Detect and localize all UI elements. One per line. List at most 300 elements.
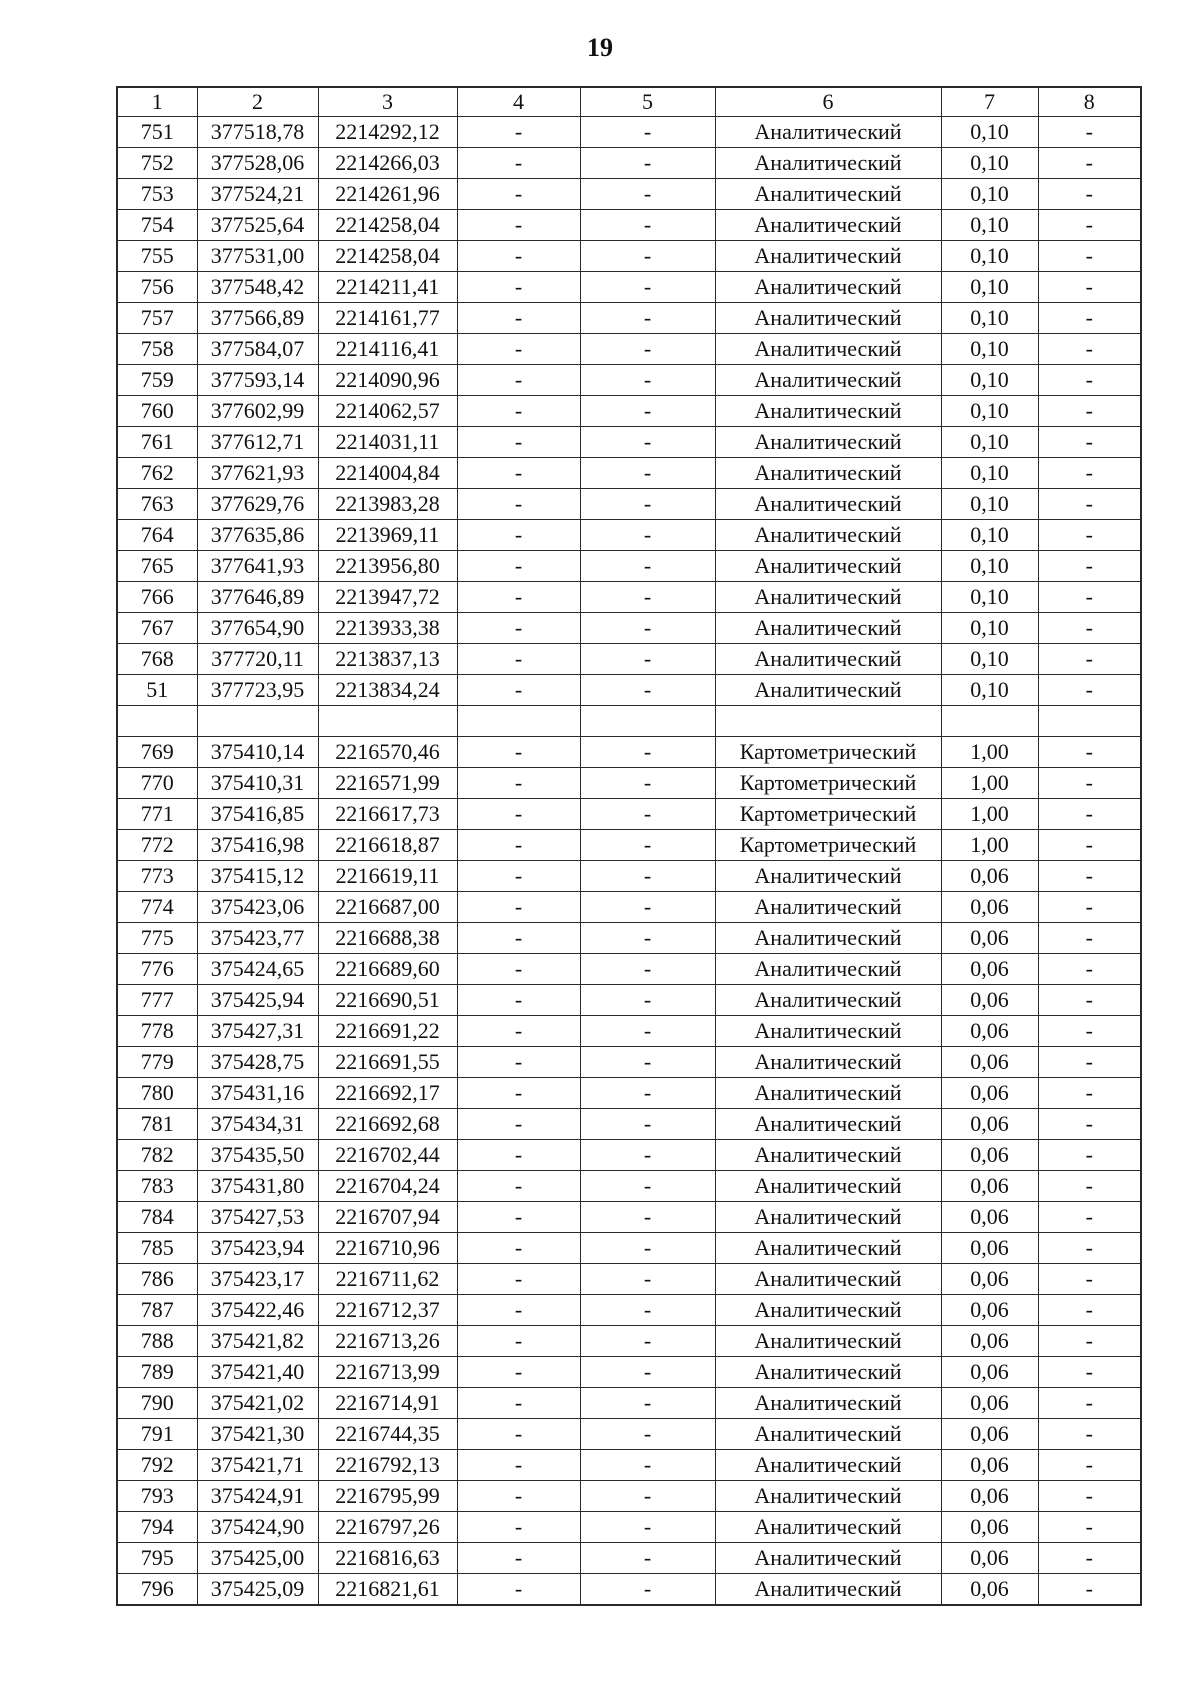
table-cell: - (457, 985, 580, 1016)
table-cell: Аналитический (715, 117, 941, 148)
table-cell: Аналитический (715, 1419, 941, 1450)
table-cell: 0,06 (941, 1295, 1038, 1326)
table-cell: 0,10 (941, 148, 1038, 179)
table-cell: 787 (117, 1295, 197, 1326)
table-cell: 2216691,22 (318, 1016, 457, 1047)
table-cell: - (580, 1295, 715, 1326)
table-cell: 0,10 (941, 272, 1038, 303)
table-row (117, 1016, 1141, 1047)
table-cell: 2216714,91 (318, 1388, 457, 1419)
table-cell: - (1038, 644, 1141, 675)
table-cell: - (580, 985, 715, 1016)
table-cell: 2216744,35 (318, 1419, 457, 1450)
table-cell: 2216797,26 (318, 1512, 457, 1543)
table-cell: Аналитический (715, 396, 941, 427)
table-cell: Аналитический (715, 1512, 941, 1543)
table-row (117, 1512, 1141, 1543)
table-cell: Картометрический (715, 799, 941, 830)
table-cell: 2214266,03 (318, 148, 457, 179)
table-cell: 377621,93 (197, 458, 318, 489)
table-cell: - (580, 241, 715, 272)
table-row (117, 179, 1141, 210)
table-cell: - (580, 1388, 715, 1419)
table-cell: Картометрический (715, 737, 941, 768)
table-cell: 375424,90 (197, 1512, 318, 1543)
table-cell: Картометрический (715, 768, 941, 799)
table-cell: Аналитический (715, 1264, 941, 1295)
table-cell: 758 (117, 334, 197, 365)
table-cell: - (1038, 1574, 1141, 1606)
table-cell (457, 706, 580, 737)
table-cell: 768 (117, 644, 197, 675)
table-row (117, 1543, 1141, 1574)
table-cell: 377584,07 (197, 334, 318, 365)
table-cell: 2214090,96 (318, 365, 457, 396)
table-cell: - (457, 1326, 580, 1357)
table-cell: Аналитический (715, 1233, 941, 1264)
table-cell: 0,06 (941, 1171, 1038, 1202)
table-cell: - (580, 1264, 715, 1295)
table-cell: - (457, 117, 580, 148)
table-cell: - (457, 1140, 580, 1171)
table-cell: 375416,85 (197, 799, 318, 830)
column-header: 4 (457, 87, 580, 117)
table-cell: - (1038, 923, 1141, 954)
table-cell: - (580, 210, 715, 241)
table-cell: - (1038, 1326, 1141, 1357)
table-row (117, 458, 1141, 489)
table-cell: 0,10 (941, 334, 1038, 365)
table-cell: - (1038, 1140, 1141, 1171)
table-cell: - (1038, 551, 1141, 582)
table-cell: 375421,82 (197, 1326, 318, 1357)
table-cell: Аналитический (715, 489, 941, 520)
table-cell: 790 (117, 1388, 197, 1419)
table-cell: 754 (117, 210, 197, 241)
table-cell: Аналитический (715, 210, 941, 241)
table-cell: 0,06 (941, 923, 1038, 954)
table-cell: - (1038, 582, 1141, 613)
table-cell: 782 (117, 1140, 197, 1171)
table-cell: 793 (117, 1481, 197, 1512)
table-cell: - (457, 1543, 580, 1574)
table-cell: 0,10 (941, 241, 1038, 272)
table-cell: - (1038, 830, 1141, 861)
table-cell: - (457, 1264, 580, 1295)
table-row (117, 1357, 1141, 1388)
table-row (117, 520, 1141, 551)
table-cell: 2213837,13 (318, 644, 457, 675)
table-cell: 0,06 (941, 1450, 1038, 1481)
table-row (117, 892, 1141, 923)
table-cell: 751 (117, 117, 197, 148)
table-cell: Аналитический (715, 303, 941, 334)
table-cell: 375410,14 (197, 737, 318, 768)
table-cell: - (457, 892, 580, 923)
table-cell: Аналитический (715, 1171, 941, 1202)
table-cell: 2216618,87 (318, 830, 457, 861)
table-cell: 375421,40 (197, 1357, 318, 1388)
table-cell: Аналитический (715, 148, 941, 179)
table-row (117, 272, 1141, 303)
table-cell: - (457, 675, 580, 706)
table-cell: Аналитический (715, 1109, 941, 1140)
table-cell (715, 706, 941, 737)
table-cell: 0,10 (941, 396, 1038, 427)
table-cell: 2214062,57 (318, 396, 457, 427)
table-cell: 2216689,60 (318, 954, 457, 985)
table-cell: 2216702,44 (318, 1140, 457, 1171)
table-cell: - (1038, 613, 1141, 644)
table-cell: - (457, 1574, 580, 1606)
table-cell: - (1038, 1047, 1141, 1078)
table-cell: 2213969,11 (318, 520, 457, 551)
table-cell: - (457, 1512, 580, 1543)
table-cell: - (457, 427, 580, 458)
table-cell: Аналитический (715, 1078, 941, 1109)
table-cell: - (580, 1078, 715, 1109)
table-cell: Аналитический (715, 1574, 941, 1606)
table-cell: 2216713,26 (318, 1326, 457, 1357)
table-cell: 0,06 (941, 892, 1038, 923)
table-cell: 752 (117, 148, 197, 179)
table-cell: - (580, 427, 715, 458)
table-cell: 375422,46 (197, 1295, 318, 1326)
table-cell: - (1038, 892, 1141, 923)
table-row (117, 830, 1141, 861)
table-row (117, 427, 1141, 458)
table-row (117, 644, 1141, 675)
table-cell: - (457, 458, 580, 489)
table-row (117, 303, 1141, 334)
table-cell: - (1038, 861, 1141, 892)
table-cell: 1,00 (941, 768, 1038, 799)
table-cell: - (1038, 1388, 1141, 1419)
table-cell: - (580, 303, 715, 334)
table-row (117, 923, 1141, 954)
table-cell: - (457, 551, 580, 582)
table-cell: 784 (117, 1202, 197, 1233)
table-row (117, 737, 1141, 768)
table-cell: 769 (117, 737, 197, 768)
table-cell: 375421,71 (197, 1450, 318, 1481)
table-cell: 2213834,24 (318, 675, 457, 706)
table-cell: - (1038, 1357, 1141, 1388)
table-cell: 375424,91 (197, 1481, 318, 1512)
page-number: 19 (587, 33, 613, 62)
table-cell: - (457, 1357, 580, 1388)
table-cell: - (1038, 737, 1141, 768)
table-cell: 0,10 (941, 520, 1038, 551)
table-cell: - (580, 458, 715, 489)
table-cell (1038, 706, 1141, 737)
table-cell: 377612,71 (197, 427, 318, 458)
table-cell: Аналитический (715, 272, 941, 303)
table-row (117, 1233, 1141, 1264)
table-cell: Аналитический (715, 1388, 941, 1419)
table-cell (941, 706, 1038, 737)
table-row (117, 396, 1141, 427)
table-cell: - (457, 954, 580, 985)
table-cell: 2214116,41 (318, 334, 457, 365)
table-cell: Аналитический (715, 458, 941, 489)
table-cell: 0,10 (941, 489, 1038, 520)
table-cell: 375427,31 (197, 1016, 318, 1047)
table-cell: - (580, 644, 715, 675)
table-cell: 788 (117, 1326, 197, 1357)
table-cell: - (580, 365, 715, 396)
table-cell: 2216691,55 (318, 1047, 457, 1078)
table-cell: - (580, 1202, 715, 1233)
table-cell: - (1038, 1078, 1141, 1109)
table-cell: 0,06 (941, 1419, 1038, 1450)
table-cell: - (580, 520, 715, 551)
table-cell: 375423,17 (197, 1264, 318, 1295)
table-cell: 0,06 (941, 1543, 1038, 1574)
table-cell: - (580, 1109, 715, 1140)
table-cell: - (580, 334, 715, 365)
table-cell: 377723,95 (197, 675, 318, 706)
table-cell: 767 (117, 613, 197, 644)
table-cell: 377524,21 (197, 179, 318, 210)
table-cell: - (457, 1078, 580, 1109)
table-cell: 2214161,77 (318, 303, 457, 334)
table-cell: 779 (117, 1047, 197, 1078)
table-cell: 0,06 (941, 1233, 1038, 1264)
blank-separator-row (117, 706, 1141, 737)
table-cell: - (1038, 179, 1141, 210)
table-cell: - (457, 272, 580, 303)
table-cell: Аналитический (715, 1357, 941, 1388)
table-cell: 0,10 (941, 644, 1038, 675)
table-cell: - (1038, 1481, 1141, 1512)
table-cell: 0,06 (941, 1202, 1038, 1233)
table-cell: - (580, 551, 715, 582)
table-cell: Аналитический (715, 861, 941, 892)
table-cell: - (457, 396, 580, 427)
table-cell: 2216690,51 (318, 985, 457, 1016)
table-row (117, 148, 1141, 179)
table-cell: - (580, 1574, 715, 1606)
table-cell: - (580, 768, 715, 799)
table-cell: Аналитический (715, 1295, 941, 1326)
table-cell (117, 706, 197, 737)
table-cell: - (457, 241, 580, 272)
table-cell (197, 706, 318, 737)
table-cell: 756 (117, 272, 197, 303)
table-cell: - (580, 1326, 715, 1357)
table-cell: 375425,94 (197, 985, 318, 1016)
table-cell: 0,10 (941, 582, 1038, 613)
table-cell: - (457, 1481, 580, 1512)
table-cell: 757 (117, 303, 197, 334)
table-cell: - (580, 1450, 715, 1481)
table-cell: 783 (117, 1171, 197, 1202)
table-cell: 377720,11 (197, 644, 318, 675)
table-cell: - (1038, 365, 1141, 396)
table-cell: 2213983,28 (318, 489, 457, 520)
table-cell: 375427,53 (197, 1202, 318, 1233)
table-cell: - (1038, 303, 1141, 334)
table-cell: 2216821,61 (318, 1574, 457, 1606)
table-row (117, 799, 1141, 830)
table-cell: - (1038, 148, 1141, 179)
table-cell: Аналитический (715, 892, 941, 923)
table-row (117, 210, 1141, 241)
table-cell: Аналитический (715, 1450, 941, 1481)
table-cell: Аналитический (715, 1016, 941, 1047)
column-header: 5 (580, 87, 715, 117)
table-cell: - (457, 1450, 580, 1481)
table-cell: 2213956,80 (318, 551, 457, 582)
table-cell: 1,00 (941, 830, 1038, 861)
table-cell: - (580, 1047, 715, 1078)
table-cell: - (580, 1419, 715, 1450)
table-cell: - (580, 148, 715, 179)
column-header: 8 (1038, 87, 1141, 117)
table-cell: 0,10 (941, 210, 1038, 241)
table-cell: 794 (117, 1512, 197, 1543)
table-row (117, 1388, 1141, 1419)
table-cell: 0,06 (941, 1574, 1038, 1606)
table-cell: Картометрический (715, 830, 941, 861)
table-cell: Аналитический (715, 179, 941, 210)
table-cell: - (580, 923, 715, 954)
table-cell: - (580, 117, 715, 148)
table-cell: 2216692,68 (318, 1109, 457, 1140)
table-cell: - (1038, 489, 1141, 520)
table-row (117, 334, 1141, 365)
table-cell: Аналитический (715, 923, 941, 954)
table-cell: - (580, 272, 715, 303)
table-cell: Аналитический (715, 954, 941, 985)
table-cell: 0,06 (941, 1264, 1038, 1295)
table-row (117, 1326, 1141, 1357)
table-cell: - (1038, 1016, 1141, 1047)
table-cell (318, 706, 457, 737)
table-cell: 2214261,96 (318, 179, 457, 210)
table-cell: 375415,12 (197, 861, 318, 892)
table-cell: - (1038, 1109, 1141, 1140)
table-cell: 2216619,11 (318, 861, 457, 892)
table-cell: - (457, 768, 580, 799)
table-cell: - (1038, 117, 1141, 148)
table-cell: 377602,99 (197, 396, 318, 427)
table-cell: - (457, 644, 580, 675)
table-cell: 377528,06 (197, 148, 318, 179)
table-cell: 2216692,17 (318, 1078, 457, 1109)
table-cell: - (457, 1388, 580, 1419)
table-row (117, 1481, 1141, 1512)
table-cell: 0,06 (941, 954, 1038, 985)
table-row (117, 241, 1141, 272)
table-cell: 0,10 (941, 551, 1038, 582)
table-row (117, 1264, 1141, 1295)
table-cell: 0,10 (941, 427, 1038, 458)
table-cell: 786 (117, 1264, 197, 1295)
table-cell: 2216570,46 (318, 737, 457, 768)
column-header: 2 (197, 87, 318, 117)
table-cell: 2216792,13 (318, 1450, 457, 1481)
table-cell: 2216687,00 (318, 892, 457, 923)
table-cell: 766 (117, 582, 197, 613)
column-header: 1 (117, 87, 197, 117)
table-cell: - (1038, 1295, 1141, 1326)
table-cell: 0,06 (941, 1388, 1038, 1419)
table-cell: Аналитический (715, 334, 941, 365)
table-cell: - (1038, 334, 1141, 365)
table-cell: - (1038, 458, 1141, 489)
table-cell: 375421,30 (197, 1419, 318, 1450)
table-cell: - (1038, 799, 1141, 830)
table-cell: - (1038, 1450, 1141, 1481)
table-cell: 795 (117, 1543, 197, 1574)
column-header: 3 (318, 87, 457, 117)
table-row (117, 768, 1141, 799)
table-cell: - (457, 365, 580, 396)
table-cell: - (457, 489, 580, 520)
table-cell: - (580, 396, 715, 427)
table-cell (580, 706, 715, 737)
table-cell: - (580, 1481, 715, 1512)
table-cell: - (1038, 954, 1141, 985)
table-cell: 375424,65 (197, 954, 318, 985)
table-cell: 2216688,38 (318, 923, 457, 954)
table-cell: 760 (117, 396, 197, 427)
table-row (117, 582, 1141, 613)
table-row (117, 1109, 1141, 1140)
table-row (117, 1140, 1141, 1171)
table-cell: 375423,06 (197, 892, 318, 923)
table-cell: - (457, 1202, 580, 1233)
column-header: 6 (715, 87, 941, 117)
table-cell: 377548,42 (197, 272, 318, 303)
table-cell: 2216710,96 (318, 1233, 457, 1264)
table-cell: - (580, 179, 715, 210)
table-cell: - (1038, 768, 1141, 799)
table-cell: 0,10 (941, 675, 1038, 706)
table-cell: - (457, 1233, 580, 1264)
table-cell: Аналитический (715, 1543, 941, 1574)
table-cell: 1,00 (941, 799, 1038, 830)
table-cell: 377518,78 (197, 117, 318, 148)
table-cell: Аналитический (715, 1140, 941, 1171)
table-cell: 777 (117, 985, 197, 1016)
table-cell: - (457, 613, 580, 644)
table-row (117, 1047, 1141, 1078)
table-cell: - (457, 1109, 580, 1140)
table-row (117, 613, 1141, 644)
table-cell: Аналитический (715, 613, 941, 644)
column-header: 7 (941, 87, 1038, 117)
table-cell: Аналитический (715, 551, 941, 582)
table-cell: 762 (117, 458, 197, 489)
table-cell: 773 (117, 861, 197, 892)
table-cell: - (1038, 985, 1141, 1016)
table-cell: - (580, 1016, 715, 1047)
table-cell: - (457, 520, 580, 551)
table-cell: 759 (117, 365, 197, 396)
table-cell: - (1038, 241, 1141, 272)
coordinates-table (116, 86, 1142, 1606)
table-cell: 2214258,04 (318, 241, 457, 272)
table-cell: 377635,86 (197, 520, 318, 551)
table-cell: 0,10 (941, 365, 1038, 396)
table-cell: 375434,31 (197, 1109, 318, 1140)
table-cell: Аналитический (715, 1202, 941, 1233)
table-cell: 2213947,72 (318, 582, 457, 613)
table-cell: 2216704,24 (318, 1171, 457, 1202)
